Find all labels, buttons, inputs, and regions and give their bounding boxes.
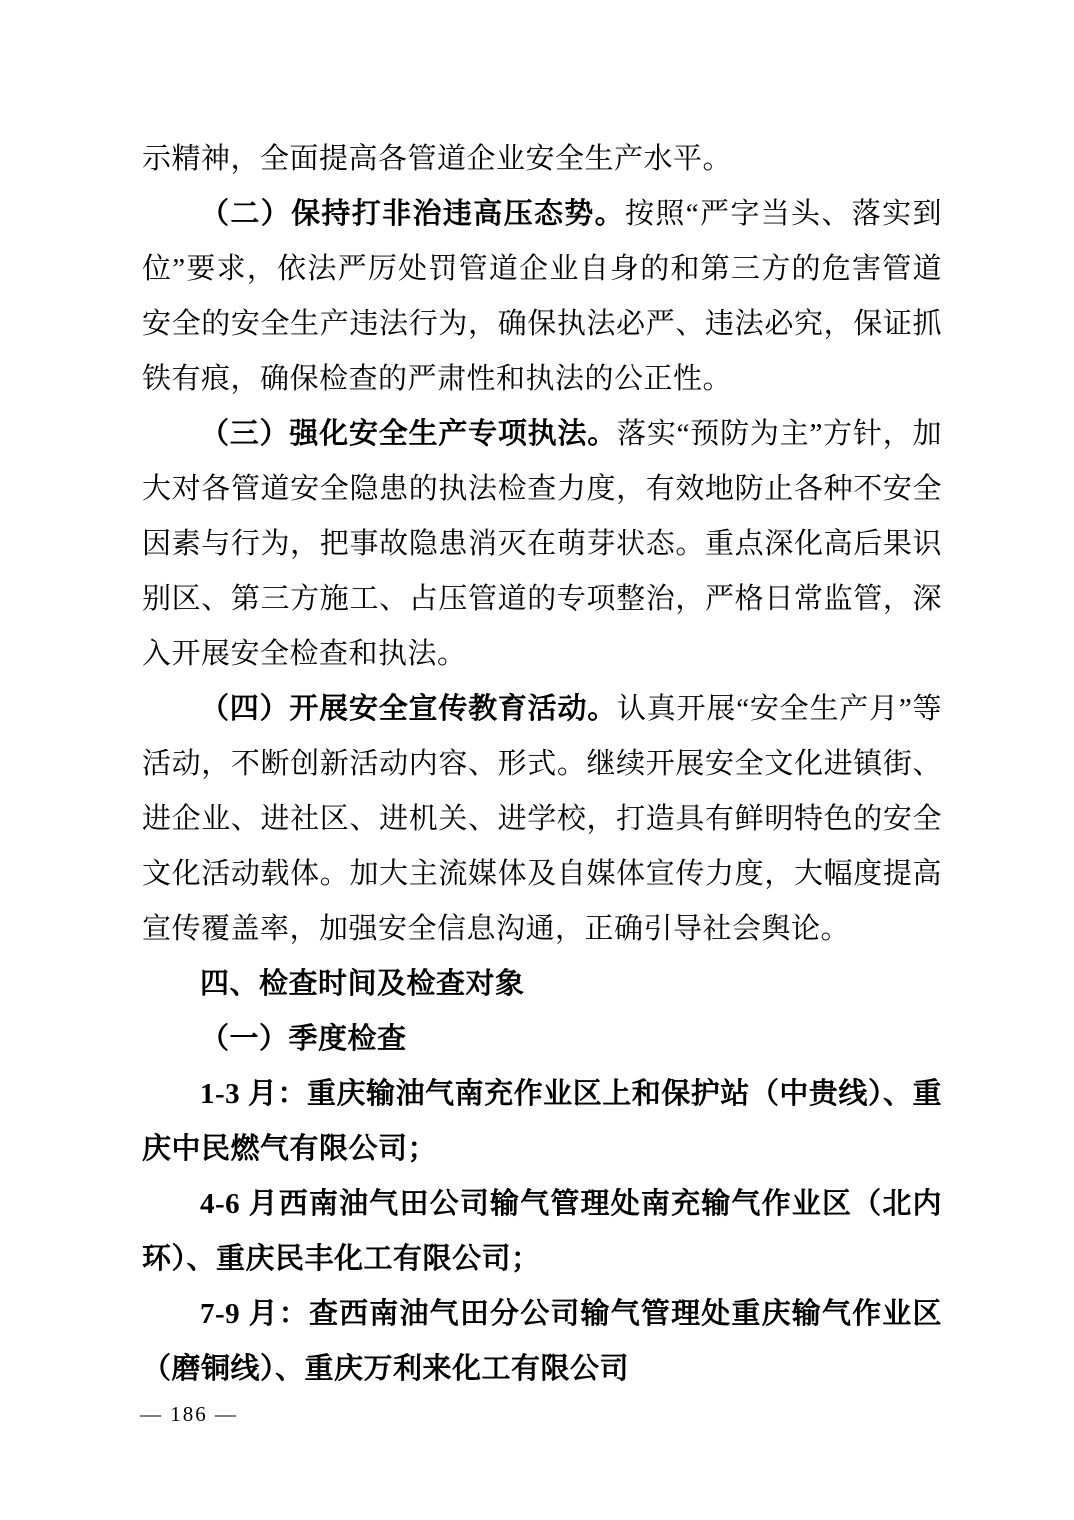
- schedule-month-range: 1-3: [200, 1078, 241, 1110]
- schedule-month-range: 7-9: [200, 1298, 241, 1330]
- schedule-text: 月：重庆输油气南充作业区上和保护站（中贵线）、重庆中民燃气有限公司；: [142, 1078, 942, 1165]
- schedule-month-range: 4-6: [200, 1188, 241, 1220]
- schedule-item-q2: [142, 1177, 942, 1287]
- paragraph-lead: （四）开展安全宣传教育活动。: [200, 693, 618, 725]
- paragraph-lead: （二）保持打非治违高压态势。: [200, 198, 626, 230]
- sub-heading: （一）季度检查: [200, 1023, 407, 1055]
- paragraph-item-4: [142, 682, 942, 957]
- paragraph-body: 落实“预防为主”方针，加大对各管道安全隐患的执法检查力度，有效地防止各种不安全因素与行为，把事故隐患消灭在萌芽状态。重点深化高后果识别区、第三方施工、占压管道的专项整治，严格日常监管，深入开展安全检查和执法。: [142, 418, 942, 670]
- schedule-text: 月：查西南油气田分公司输气管理处重庆输气作业区（磨铜线）、重庆万利来化工有限公司: [142, 1298, 942, 1385]
- section-heading: 四、检查时间及检查对象: [200, 968, 525, 1000]
- paragraph-item-3: [142, 407, 942, 682]
- paragraph-continuation: 示精神，全面提高各管道企业安全生产水平。: [142, 143, 733, 175]
- schedule-text: 月西南油气田公司输气管理处南充输气作业区（北内环）、重庆民丰化工有限公司；: [142, 1188, 942, 1275]
- schedule-item-q1: [142, 1067, 942, 1177]
- page-number: — 186 —: [140, 1402, 238, 1426]
- document-content: [142, 132, 942, 1397]
- paragraph-body: 按照“严字当头、落实到位”要求，依法严厉处罚管道企业自身的和第三方的危害管道安全的安全生产违法行为，确保执法必严、违法必究，保证抓铁有痕，确保检查的严肃性和执法的公正性。: [142, 198, 942, 395]
- paragraph-body: 认真开展“安全生产月”等活动，不断创新活动内容、形式。继续开展安全文化进镇街、进企业、进社区、进机关、进学校，打造具有鲜明特色的安全文化活动载体。加大主流媒体及自媒体宣传力度，大幅度提高宣传覆盖率，加强安全信息沟通，正确引导社会舆论。: [142, 693, 942, 945]
- paragraph-lead: （三）强化安全生产专项执法。: [200, 418, 618, 450]
- paragraph-item-2: [142, 187, 942, 407]
- schedule-item-q3: [142, 1287, 942, 1397]
